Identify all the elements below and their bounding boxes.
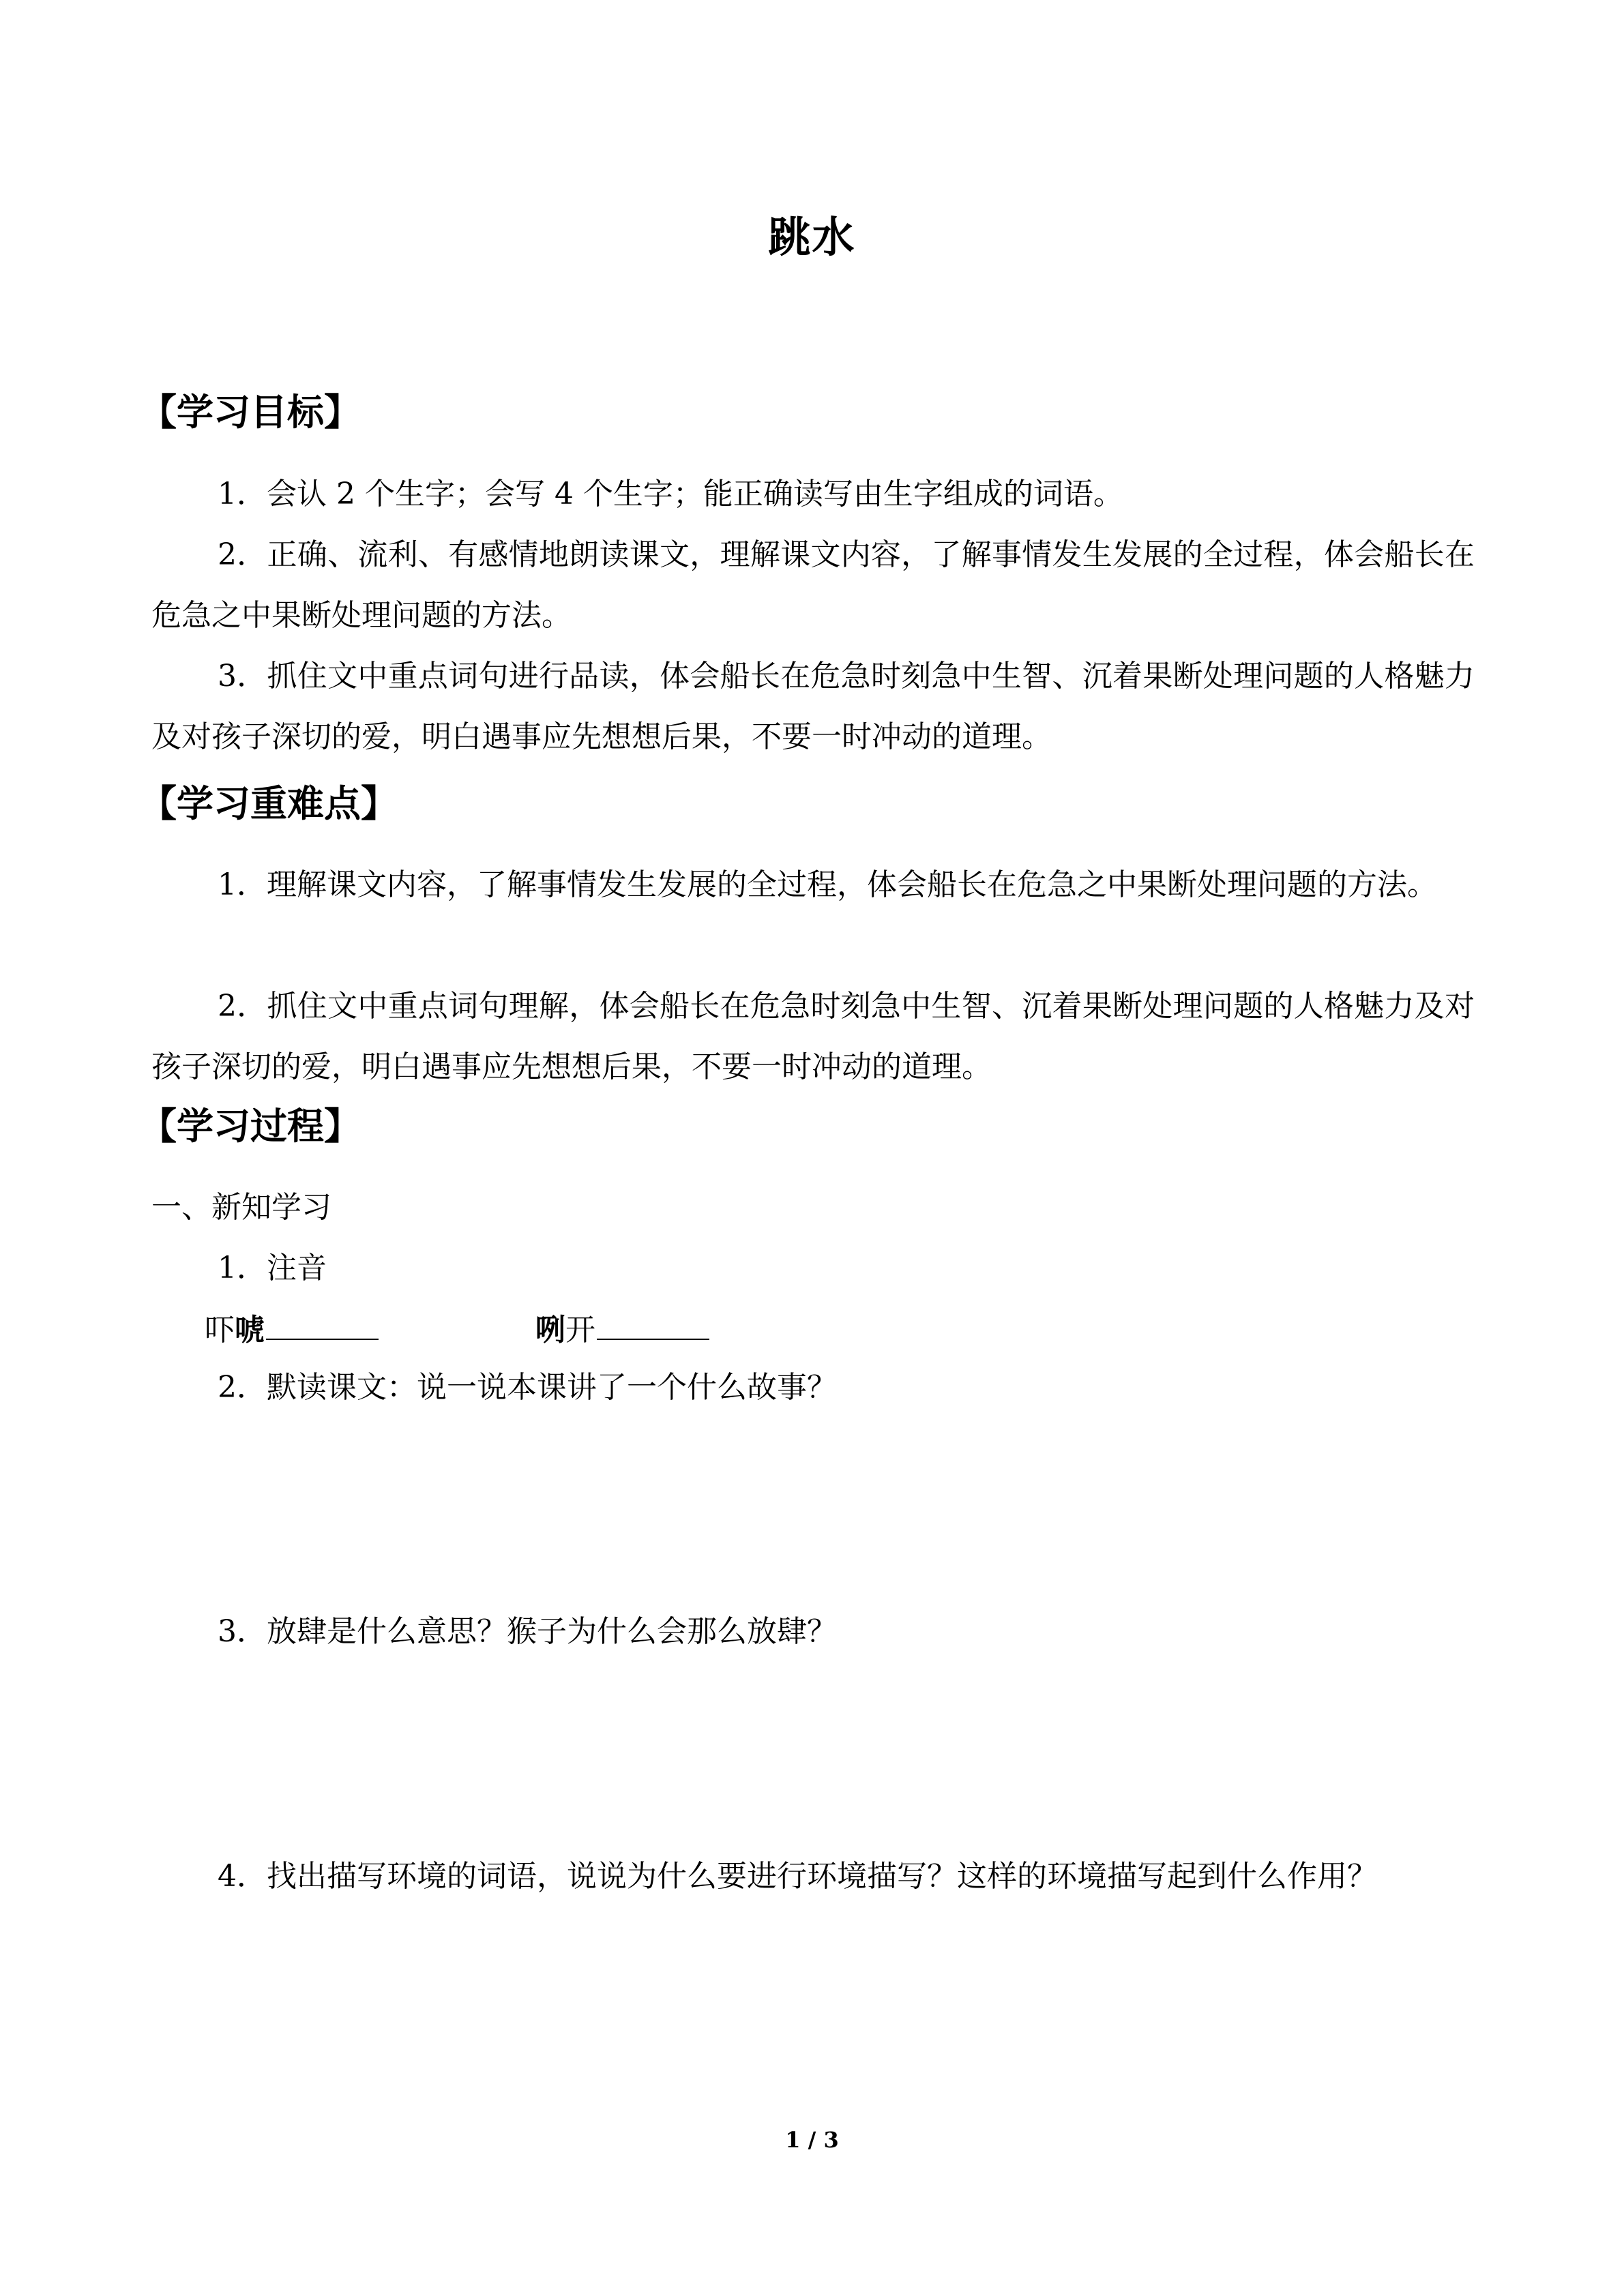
part1-label: 一、新知学习 [151, 1190, 331, 1225]
objective-item-2: 2．正确、流利、有感情地朗读课文，理解课文内容，了解事情发生发展的全过程，体会船长在危急之中果断处理问题的方法。 [151, 537, 1475, 633]
key-point-item-2: 2．抓住文中重点词句理解，体会船长在危急时刻急中生智、沉着果断处理问题的人格魅力及对孩子深切的爱，明白遇事应先想想后果，不要一时冲动的道理。 [151, 989, 1475, 1084]
pinyin-item-2-bold-char: 咧 [535, 1313, 565, 1347]
pinyin-item-1-bold-char: 唬 [235, 1313, 265, 1347]
process-heading: 【学习过程】 [140, 1105, 361, 1148]
objectives-heading: 【学习目标】 [140, 391, 361, 434]
question-4: 4．找出描写环境的词语，说说为什么要进行环境描写？这样的环境描写起到什么作用？ [218, 1859, 1377, 1894]
pinyin-item-1-prefix: 吓 [205, 1313, 235, 1347]
pinyin-item-1 [205, 1307, 379, 1351]
pinyin-answer-blank-2[interactable] [597, 1307, 709, 1340]
objective-item-1: 1．会认 2 个生字；会写 4 个生字；能正确读写由生字组成的词语。 [218, 477, 1123, 511]
question-2: 2．默读课文：说一说本课讲了一个什么故事？ [218, 1370, 837, 1405]
pinyin-item-2 [535, 1307, 709, 1351]
pinyin-answer-blank-1[interactable] [266, 1307, 379, 1340]
key-points-heading: 【学习重难点】 [140, 782, 398, 825]
document-title: 跳水 [768, 212, 856, 262]
page-number: 1 / 3 [785, 2127, 839, 2153]
objective-item-3: 3．抓住文中重点词句进行品读，体会船长在危急时刻急中生智、沉着果断处理问题的人格魅力及对孩子深切的爱，明白遇事应先想想后果，不要一时冲动的道理。 [151, 659, 1475, 754]
pinyin-item-2-suffix: 开 [565, 1313, 595, 1347]
question-1-label: 1．注音 [218, 1251, 327, 1285]
key-point-item-1: 1．理解课文内容，了解事情发生发展的全过程，体会船长在危急之中果断处理问题的方法。 [218, 867, 1437, 902]
question-3: 3．放肆是什么意思？猴子为什么会那么放肆？ [218, 1614, 837, 1649]
